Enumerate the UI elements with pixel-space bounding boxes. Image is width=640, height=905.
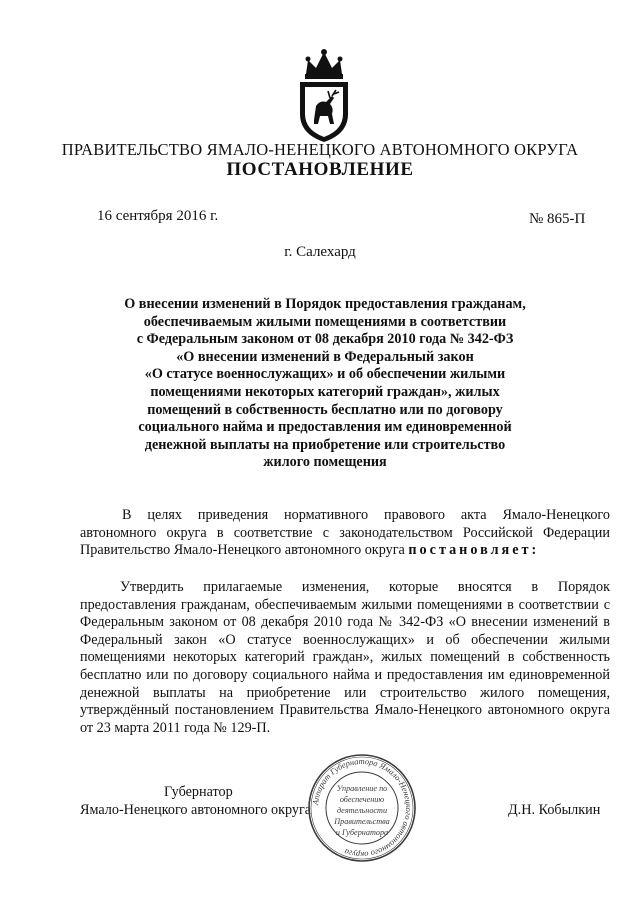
signatory-name: Д.Н. Кобылкин — [508, 802, 601, 818]
resolves-word: постановляет: — [408, 542, 540, 559]
stamp-inner-line: и Губернатора — [335, 828, 389, 837]
title-line: с Федеральным законом от 08 декабря 2010 года № 342-ФЗ — [136, 331, 514, 348]
coat-of-arms-icon — [292, 44, 356, 144]
title-line: денежной выплаты на приобретение или строительство — [144, 436, 506, 453]
stamp-inner-line: Правительства — [334, 817, 390, 826]
operative-paragraph: Утвердить прилагаемые изменения, которые вносятся в Порядок предоставления гражданам, обеспечиваемым жилыми помещениями в соответствии с Федеральным законом от 08 декабря 2010 года № 342-ФЗ «О внесении изменений в Федеральный закон «О статусе военнослужащих» и об обеспечении жилыми помещениями некоторых категорий граждан», жилых помещений в собственность бесплатно или по договору социального найма и предоставления им единовременной денежной выплаты на приобретение или строительство жилого помещения, утверждённый постановлением Правительства Ямало-Ненецкого автономного округа от 23 марта 2011 года № 129-П. — [80, 579, 610, 736]
title-line: «О внесении изменений в Федеральный закон — [176, 348, 474, 365]
document-date: 16 сентября 2016 г. — [97, 208, 219, 224]
signatory-title: Губернатор — [164, 784, 233, 800]
stamp-inner-line: обеспечению — [339, 795, 385, 804]
official-stamp-icon — [306, 752, 418, 864]
stamp-inner-line: Управление по — [336, 784, 388, 793]
title-line: социального найма и предоставления им единовременной — [138, 419, 512, 436]
preamble-paragraph — [80, 507, 610, 560]
title-line: помещениями некоторых категорий граждан», жилых — [150, 383, 500, 400]
document-number: № 865-П — [529, 211, 586, 227]
organization-name: ПРАВИТЕЛЬСТВО ЯМАЛО-НЕНЕЦКОГО АВТОНОМНОГО ОКРУГА — [61, 140, 579, 159]
title-line: помещений в собственность бесплатно или по договору — [147, 401, 503, 418]
stamp-inner-line: деятельности — [336, 806, 388, 815]
document-type: ПОСТАНОВЛЕНИЕ — [226, 159, 414, 180]
signatory-region: Ямало-Ненецкого автономного округа — [80, 802, 312, 818]
title-line: обеспечиваемым жилыми помещениями в соответствии — [143, 313, 507, 330]
title-line: О внесении изменений в Порядок предоставления гражданам, — [124, 296, 526, 312]
title-line: «О статусе военнослужащих» и об обеспечении жилыми — [144, 366, 506, 383]
stamp-outer-text: Аппарат Губернатора Ямало-Ненецкого автономного округа — [311, 756, 414, 860]
preamble-text: В целях приведения нормативного правового акта Ямало-Ненецкого автономного округа в соответствие с законодательством Российской Федерации Правительство Ямало-Ненецкого автономного округа — [80, 507, 610, 559]
document-city: г. Салехард — [284, 244, 356, 260]
title-line: жилого помещения — [263, 454, 387, 471]
document-title — [120, 296, 530, 472]
